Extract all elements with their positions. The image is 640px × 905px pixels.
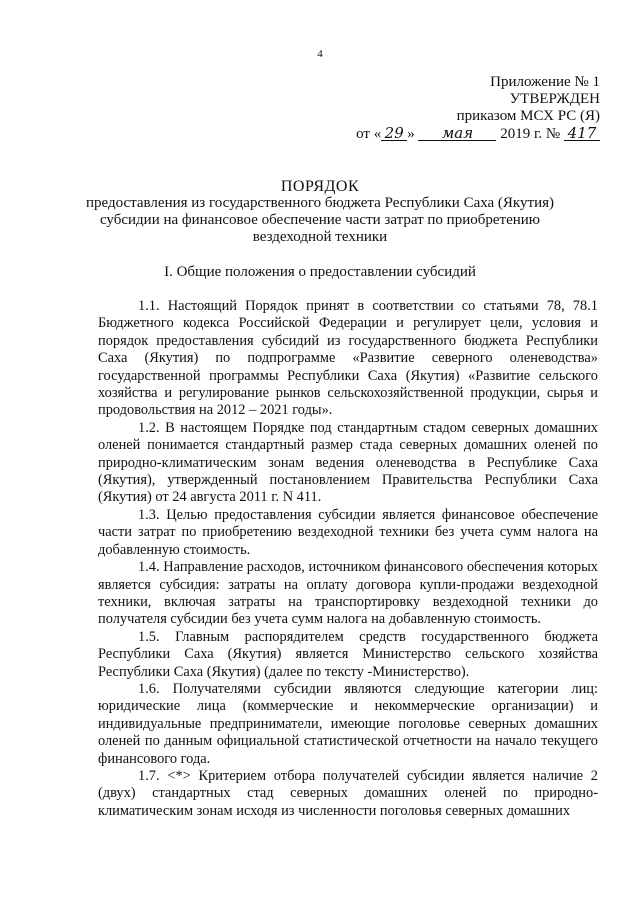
approval-block <box>300 74 600 143</box>
order-date-line <box>300 126 600 143</box>
page-number: 4 <box>317 48 323 60</box>
paragraph-1-1: 1.1. Настоящий Порядок принят в соответствии со статьями 78, 78.1 Бюджетного кодекса Российской Федерации и регулирует цели, условия и порядок предоставления субсидий из государственного бюджета Республики Саха (Якутия) по подпрограмме «Развитие северного оленеводства» государственной программы Республики Саха (Якутия) «Развитие сельского хозяйства и регулирование рынков сельскохозяйственной продукции, сырья и продовольствия на 2012 – 2021 годы». <box>98 298 598 419</box>
section-heading: I. Общие положения о предоставлении субсидий <box>164 264 476 280</box>
date-month-handwritten: мая <box>418 126 496 141</box>
body-text <box>98 298 598 820</box>
order-number-handwritten: 417 <box>564 126 600 141</box>
paragraph-1-4: 1.4. Направление расходов, источником финансового обеспечения которых является субсидия: затраты на оплату договора купли-продажи вездеходной техники, включая затраты на транспортировку вездеходной техники до получателя субсидии без учета сумм налога на добавленную стоимость. <box>98 559 598 628</box>
approved-label: УТВЕРЖДЕН <box>509 91 600 107</box>
paragraph-1-3: 1.3. Целью предоставления субсидии является финансовое обеспечение части затрат по приобретению вездеходной техники без учета сумм налога на добавленную стоимость. <box>98 506 598 558</box>
document-title-block <box>0 178 640 246</box>
title-line-3: вездеходной техники <box>252 229 388 245</box>
order-line: приказом МСХ РС (Я) <box>456 108 600 124</box>
appendix-label: Приложение № 1 <box>490 74 600 90</box>
paragraph-1-6: 1.6. Получателями субсидии являются следующие категории лиц: юридические лица (коммерческие и некоммерческие организации) и индивидуальные предприниматели, имеющие поголовье северных домашних оленей по данным официальной статистической отчетности на начало текущего финансового года. <box>98 680 598 767</box>
paragraph-1-7: 1.7. <*> Критерием отбора получателей субсидии является наличие 2 (двух) стандартных стад северных домашних оленей по природно-климатическим зонам исходя из численности поголовья северных домашних <box>98 767 598 819</box>
date-year: 2019 г. № <box>500 126 561 142</box>
document-title: ПОРЯДОК <box>280 178 360 195</box>
date-day-handwritten: 29 <box>381 126 407 141</box>
title-line-2: субсидии на финансовое обеспечение части затрат по приобретению <box>99 212 541 228</box>
paragraph-1-2: 1.2. В настоящем Порядке под стандартным стадом северных домашних оленей понимается стандартный размер стада северных домашних оленей по природно-климатическим зонам ведения оленеводства в Республике Саха (Якутия), утвержденный постановлением Правительства Республики Саха (Якутия) от 24 августа 2011 г. N 411. <box>98 419 598 506</box>
date-mid: » <box>407 126 415 142</box>
title-line-1: предоставления из государственного бюджета Республики Саха (Якутия) <box>86 195 554 211</box>
date-prefix: от « <box>356 126 382 142</box>
paragraph-1-5: 1.5. Главным распорядителем средств государственного бюджета Республики Саха (Якутия) является Министерство сельского хозяйства Республики Саха (Якутия) (далее по тексту -Министерство). <box>98 628 598 680</box>
